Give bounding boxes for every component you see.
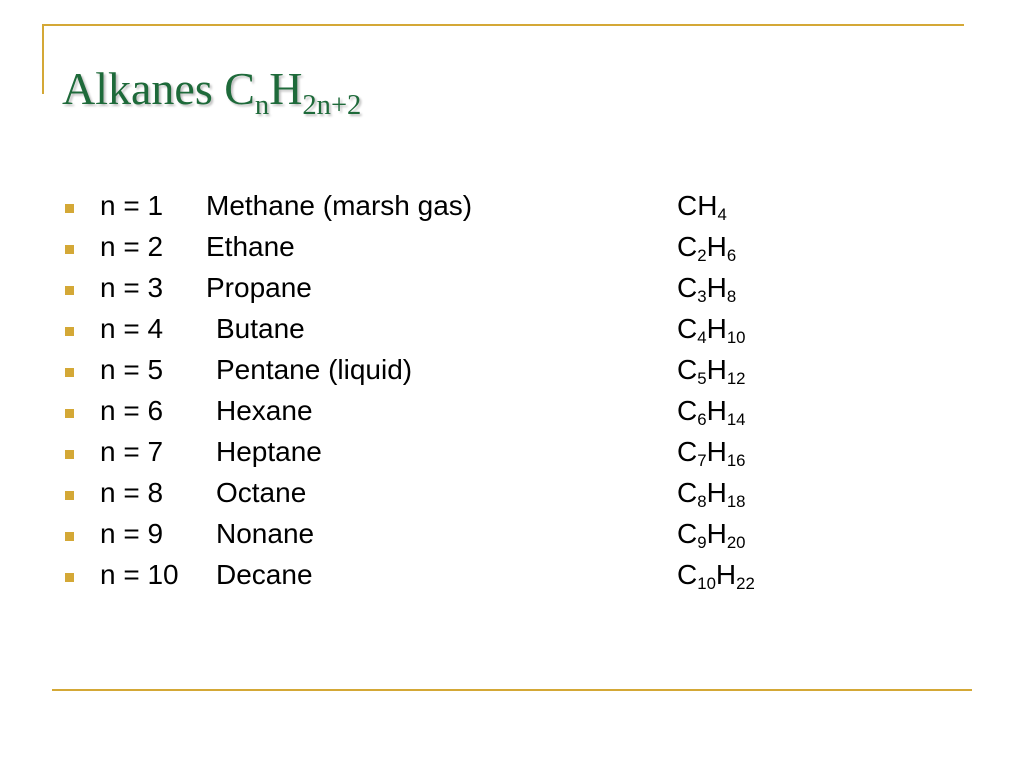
formula-subscript: 4: [697, 328, 707, 348]
list-item: [62, 436, 822, 477]
alkane-name: Butane: [216, 313, 305, 344]
slide-title: [62, 63, 362, 121]
formula-element: H: [706, 518, 727, 549]
formula-subscript: 10: [726, 328, 746, 348]
alkane-list: [62, 190, 822, 600]
square-bullet-icon: [65, 450, 74, 459]
formula-element: C: [677, 395, 698, 426]
formula-subscript: 14: [726, 410, 746, 430]
molecular-formula: [677, 313, 746, 348]
title-subscript-2n2: 2n+2: [302, 89, 362, 121]
list-item: [62, 272, 822, 313]
list-item: [62, 395, 822, 436]
list-item: [62, 559, 822, 600]
formula-subscript: 10: [697, 574, 716, 594]
formula-element: C: [677, 272, 698, 303]
square-bullet-icon: [65, 327, 74, 336]
alkane-name: Nonane: [216, 518, 315, 549]
formula-subscript: 4: [717, 205, 727, 225]
alkane-name: Decane: [216, 559, 313, 590]
alkane-name: Methane (marsh gas): [206, 190, 473, 221]
molecular-formula: [677, 559, 755, 594]
molecular-formula: [677, 518, 746, 553]
formula-element: H: [715, 559, 737, 590]
molecular-formula: [677, 272, 737, 307]
n-value: n = 5: [100, 354, 164, 385]
n-value: n = 9: [100, 518, 164, 549]
title-base: Alkanes C: [62, 63, 255, 114]
n-value: n = 8: [100, 477, 164, 508]
square-bullet-icon: [65, 573, 74, 582]
square-bullet-icon: [65, 532, 74, 541]
formula-subscript: 5: [697, 369, 707, 389]
formula-subscript: 8: [726, 287, 737, 307]
alkane-name: Hexane: [216, 395, 313, 426]
n-value: n = 1: [100, 190, 164, 221]
formula-subscript: 8: [697, 492, 707, 512]
square-bullet-icon: [65, 245, 74, 254]
formula-element: C: [677, 354, 698, 385]
alkane-name: Heptane: [216, 436, 322, 467]
formula-subscript: 22: [736, 574, 755, 594]
formula-subscript: 18: [726, 492, 746, 512]
list-item: [62, 313, 822, 354]
formula-element: H: [706, 354, 727, 385]
formula-subscript: 2: [697, 246, 707, 266]
title-mid: H: [269, 63, 303, 114]
alkane-name: Pentane (liquid): [216, 354, 413, 385]
formula-subscript: 3: [697, 287, 707, 307]
formula-element: H: [706, 272, 727, 303]
alkane-name: Ethane: [206, 231, 295, 262]
molecular-formula: [677, 436, 746, 471]
formula-element: H: [706, 231, 727, 262]
list-item: [62, 354, 822, 395]
formula-subscript: 16: [726, 451, 746, 471]
alkane-name: Octane: [216, 477, 307, 508]
formula-element: H: [706, 477, 727, 508]
square-bullet-icon: [65, 286, 74, 295]
formula-element: CH: [677, 190, 718, 221]
frame-top-line: [42, 24, 964, 26]
formula-element: H: [706, 313, 727, 344]
formula-element: C: [677, 518, 698, 549]
formula-element: C: [677, 477, 698, 508]
formula-subscript: 9: [697, 533, 707, 553]
molecular-formula: [677, 354, 746, 389]
square-bullet-icon: [65, 409, 74, 418]
list-item: [62, 477, 822, 518]
square-bullet-icon: [65, 368, 74, 377]
title-subscript-n: n: [254, 89, 270, 121]
formula-element: C: [677, 436, 698, 467]
list-item: [62, 518, 822, 559]
list-item: [62, 190, 822, 231]
molecular-formula: [677, 477, 746, 512]
n-value: n = 2: [100, 231, 164, 262]
list-item: [62, 231, 822, 272]
formula-element: C: [677, 559, 698, 590]
alkane-name: Propane: [206, 272, 312, 303]
n-value: n = 3: [100, 272, 164, 303]
formula-subscript: 6: [726, 246, 737, 266]
n-value: n = 10: [100, 559, 179, 590]
molecular-formula: [677, 231, 737, 266]
formula-subscript: 7: [697, 451, 707, 471]
formula-element: C: [677, 231, 698, 262]
n-value: n = 7: [100, 436, 164, 467]
formula-subscript: 20: [726, 533, 746, 553]
formula-element: C: [677, 313, 698, 344]
n-value: n = 4: [100, 313, 164, 344]
formula-subscript: 12: [726, 369, 746, 389]
molecular-formula: [677, 190, 727, 225]
square-bullet-icon: [65, 491, 74, 500]
frame-left-line: [42, 24, 44, 94]
formula-element: H: [706, 436, 727, 467]
square-bullet-icon: [65, 204, 74, 213]
formula-element: H: [706, 395, 727, 426]
molecular-formula: [677, 395, 746, 430]
formula-subscript: 6: [697, 410, 707, 430]
n-value: n = 6: [100, 395, 164, 426]
footer-divider-line: [52, 689, 972, 691]
